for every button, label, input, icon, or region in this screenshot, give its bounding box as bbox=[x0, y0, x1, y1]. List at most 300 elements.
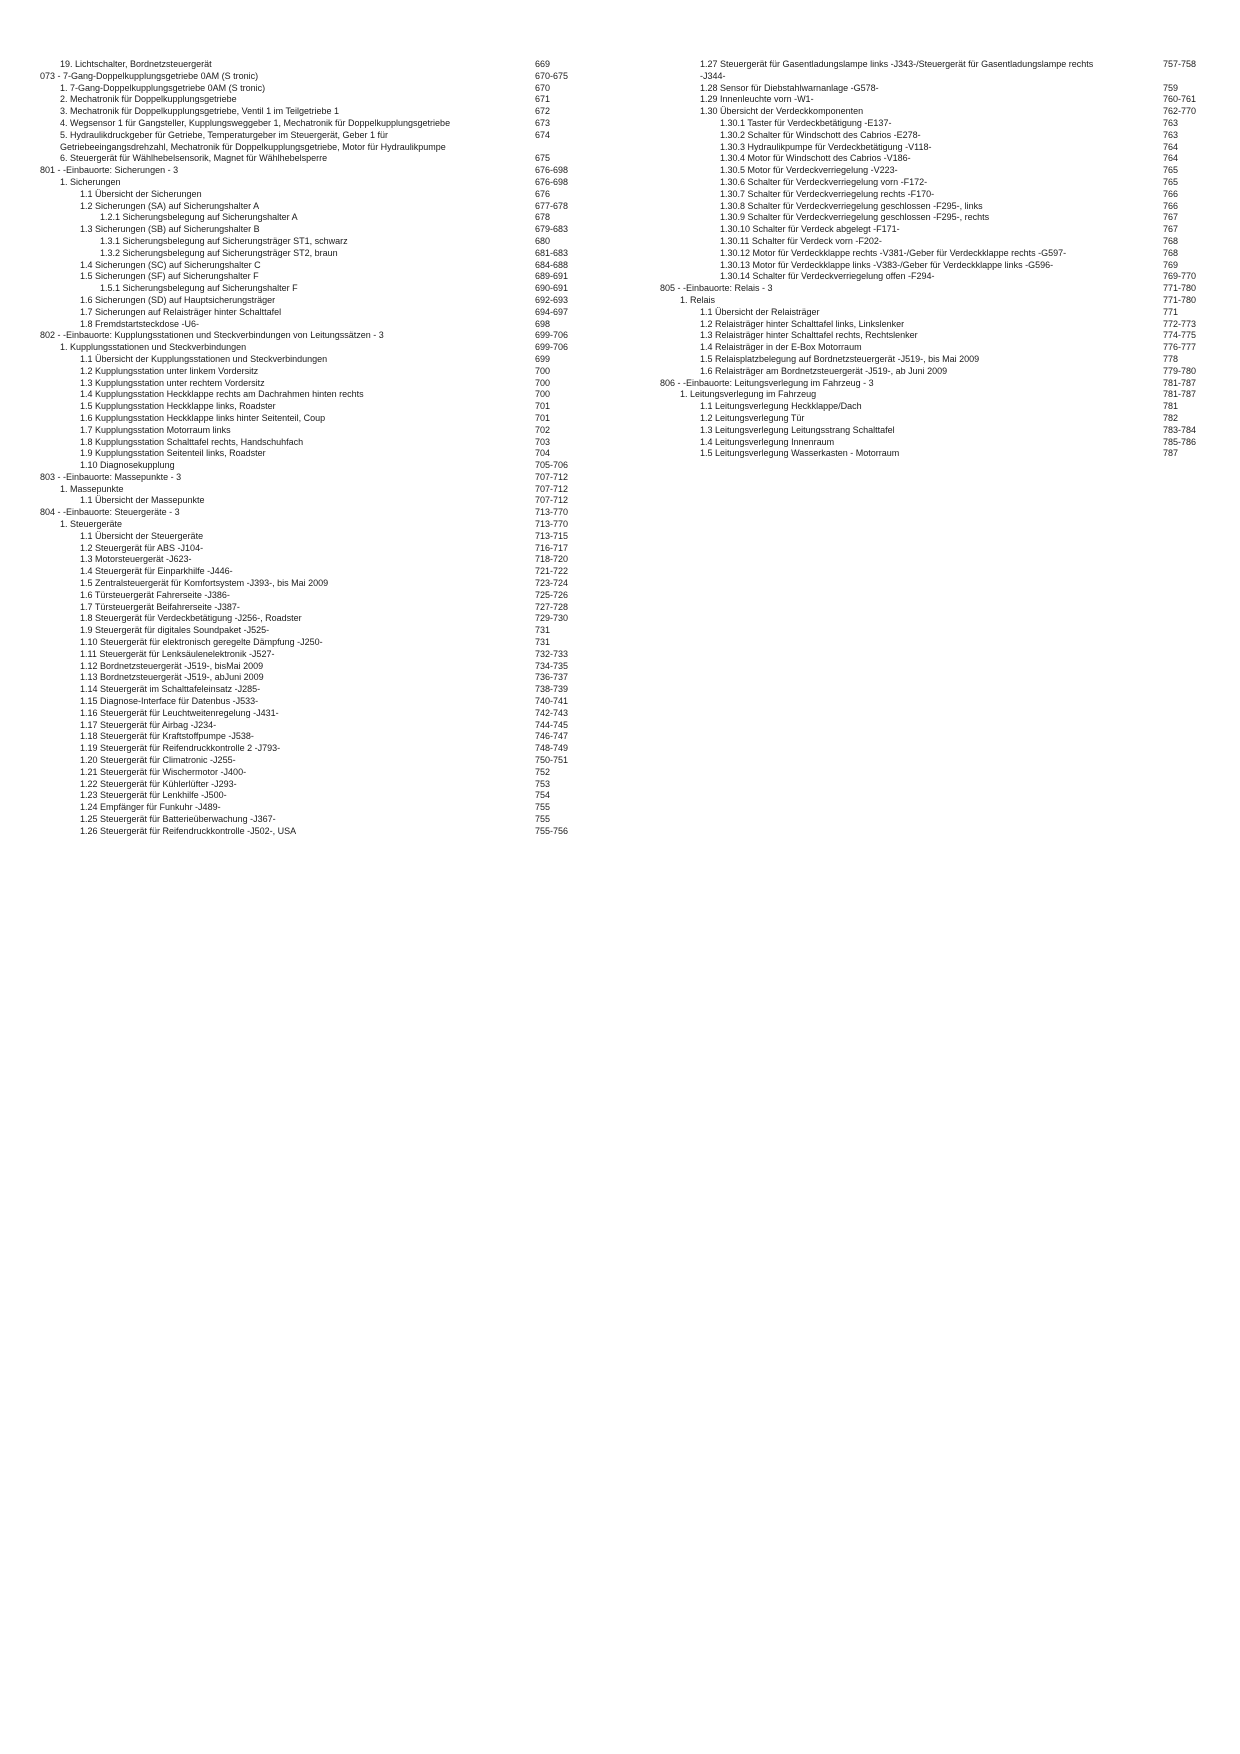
toc-entry-title: 4. Wegsensor 1 für Gangsteller, Kupplungsweggeber 1, Mechatronik für Doppelkupplungsgetriebe bbox=[60, 117, 451, 128]
toc-entry-pages: 764 bbox=[1163, 153, 1179, 164]
toc-entry-pages: 713-715 bbox=[535, 530, 569, 541]
toc-entry-title: 1.9 Steuergerät für digitales Soundpaket -J525- bbox=[80, 625, 270, 636]
toc-entry-title: 1.15 Diagnose-Interface für Datenbus -J533- bbox=[80, 696, 259, 707]
toc-entry-title: 1.2 Sicherungen (SA) auf Sicherungshalter A bbox=[80, 200, 260, 211]
toc-entry-title: 1.5 Kupplungsstation Heckklappe links, Roadster bbox=[80, 401, 276, 412]
toc-entry-title: 1.30.6 Schalter für Verdeckverriegelung vorn -F172- bbox=[720, 176, 928, 187]
toc-entry-pages: 701 bbox=[535, 412, 551, 423]
toc-entry-title: 1.8 Fremdstartsteckdose -U6- bbox=[80, 318, 200, 329]
toc-entry bbox=[40, 260, 580, 272]
toc-entry-title: 1.30.10 Schalter für Verdeck abgelegt -F171- bbox=[720, 224, 900, 235]
toc-entry-title: 1.4 Kupplungsstation Heckklappe rechts am Dachrahmen hinten rechts bbox=[80, 389, 364, 400]
toc-entry-pages: 746-747 bbox=[535, 731, 569, 742]
toc-entry-title: 3. Mechatronik für Doppelkupplungsgetriebe, Ventil 1 im Teilgetriebe 1 bbox=[60, 106, 339, 117]
toc-entry-title: 1.2 Relaisträger hinter Schalttafel links, Linkslenker bbox=[700, 318, 905, 329]
toc-entry-pages: 679-683 bbox=[535, 224, 569, 235]
toc-entry bbox=[40, 731, 580, 743]
toc-entry bbox=[40, 661, 580, 673]
toc-entry bbox=[40, 790, 580, 802]
toc-entry bbox=[660, 342, 1220, 354]
toc-entry-pages: 765 bbox=[1163, 165, 1179, 176]
toc-entry-title: 1.17 Steuergerät für Airbag -J234- bbox=[80, 719, 217, 730]
toc-entry bbox=[40, 802, 580, 814]
toc-entry-title: 1.1 Leitungsverlegung Heckklappe/Dach bbox=[700, 401, 862, 412]
toc-entry bbox=[40, 342, 580, 354]
toc-entry bbox=[660, 295, 1220, 307]
toc-entry-title: 1.3 Sicherungen (SB) auf Sicherungshalter B bbox=[80, 224, 260, 235]
toc-entry bbox=[40, 271, 580, 283]
toc-entry bbox=[40, 94, 580, 106]
toc-entry bbox=[40, 130, 580, 142]
toc-entry-pages: 736-737 bbox=[535, 672, 569, 683]
toc-entry-pages: 782 bbox=[1163, 412, 1179, 423]
toc-entry-pages: 732-733 bbox=[535, 648, 569, 659]
toc-entry bbox=[40, 401, 580, 413]
toc-entry-title: 1.2 Kupplungsstation unter linkem Vordersitz bbox=[80, 365, 259, 376]
toc-entry-title: 1.8 Steuergerät für Verdeckbetätigung -J256-, Roadster bbox=[80, 613, 302, 624]
toc-entry-title: 1.24 Empfänger für Funkuhr -J489- bbox=[80, 802, 221, 813]
toc-entry-pages: 787 bbox=[1163, 448, 1179, 459]
toc-entry bbox=[40, 153, 580, 165]
toc-entry-title: 1. Sicherungen bbox=[60, 176, 121, 187]
toc-entry-title: 801 - -Einbauorte: Sicherungen - 3 bbox=[40, 165, 179, 176]
toc-entry bbox=[40, 566, 580, 578]
toc-entry bbox=[40, 366, 580, 378]
toc-entry-title: 1.1 Übersicht der Relaisträger bbox=[700, 306, 820, 317]
toc-entry-pages: 681-683 bbox=[535, 247, 569, 258]
toc-entry-pages: 701 bbox=[535, 401, 551, 412]
toc-entry-title: 1.4 Relaisträger in der E-Box Motorraum bbox=[700, 342, 862, 353]
toc-entry bbox=[660, 401, 1220, 413]
toc-entry bbox=[40, 413, 580, 425]
toc-entry bbox=[40, 189, 580, 201]
toc-entry-title: -J344- bbox=[700, 70, 726, 81]
toc-entry-pages: 676-698 bbox=[535, 176, 569, 187]
toc-entry-pages: 702 bbox=[535, 424, 551, 435]
toc-entry bbox=[660, 271, 1220, 283]
toc-entry-pages: 763 bbox=[1163, 117, 1179, 128]
toc-entry-pages: 768 bbox=[1163, 247, 1179, 258]
toc-entry-title: 1.2 Leitungsverlegung Tür bbox=[700, 412, 805, 423]
toc-entry-pages: 670 bbox=[535, 82, 551, 93]
toc-entry bbox=[40, 649, 580, 661]
toc-entry-pages: 674 bbox=[535, 129, 551, 140]
toc-entry bbox=[40, 177, 580, 189]
toc-entry bbox=[40, 684, 580, 696]
toc-entry-title: Getriebeeingangsdrehzahl, Mechatronik für Doppelkupplungsgetriebe, Motor für Hydraulikpumpe bbox=[60, 141, 446, 152]
toc-entry bbox=[40, 165, 580, 177]
toc-entry bbox=[40, 354, 580, 366]
toc-entry-pages: 755-756 bbox=[535, 825, 569, 836]
toc-entry-pages: 760-761 bbox=[1163, 94, 1197, 105]
toc-entry-title: 1.2 Steuergerät für ABS -J104- bbox=[80, 542, 204, 553]
toc-entry-title: 1. 7-Gang-Doppelkupplungsgetriebe 0AM (S tronic) bbox=[60, 82, 266, 93]
toc-entry bbox=[660, 83, 1220, 95]
toc-entry-pages: 699-706 bbox=[535, 330, 569, 341]
toc-entry-pages: 778 bbox=[1163, 353, 1179, 364]
toc-entry-pages: 716-717 bbox=[535, 542, 569, 553]
toc-entry-pages: 707-712 bbox=[535, 471, 569, 482]
toc-entry-pages: 738-739 bbox=[535, 684, 569, 695]
toc-entry-title: 1.16 Steuergerät für Leuchtweitenregelung -J431- bbox=[80, 707, 279, 718]
toc-entry-pages: 771-780 bbox=[1163, 294, 1197, 305]
toc-entry-pages: 698 bbox=[535, 318, 551, 329]
toc-entry-pages: 718-720 bbox=[535, 554, 569, 565]
toc-entry bbox=[40, 83, 580, 95]
toc-entry-pages: 754 bbox=[535, 790, 551, 801]
toc-entry-pages: 723-724 bbox=[535, 578, 569, 589]
toc-entry-pages: 675 bbox=[535, 153, 551, 164]
toc-entry-pages: 755 bbox=[535, 814, 551, 824]
toc-entry bbox=[40, 708, 580, 720]
toc-entry-pages: 772-773 bbox=[1163, 318, 1197, 329]
toc-entry-title: 1.28 Sensor für Diebstahlwarnanlage -G578- bbox=[700, 82, 879, 93]
toc-entry-title: 19. Lichtschalter, Bordnetzsteuergerät bbox=[60, 59, 212, 69]
toc-entry bbox=[660, 165, 1220, 177]
toc-entry-pages: 771 bbox=[1163, 306, 1179, 317]
toc-entry-title: 1.30.13 Motor für Verdeckklappe links -V383-/Geber für Verdeckklappe links -G596- bbox=[720, 259, 1054, 270]
toc-entry-title: 1.30.1 Taster für Verdeckbetätigung -E137- bbox=[720, 117, 892, 128]
toc-entry-title: 1.3 Relaisträger hinter Schalttafel rechts, Rechtslenker bbox=[700, 330, 918, 341]
toc-entry bbox=[40, 519, 580, 531]
toc-entry-title: 1.7 Türsteuergerät Beifahrerseite -J387- bbox=[80, 601, 240, 612]
toc-entry-pages: 672 bbox=[535, 106, 551, 117]
toc-entry bbox=[40, 543, 580, 555]
toc-entry-pages: 700 bbox=[535, 365, 551, 376]
toc-entry bbox=[660, 283, 1220, 295]
toc-entry-title: 1.29 Innenleuchte vorn -W1- bbox=[700, 94, 814, 105]
toc-entry bbox=[660, 330, 1220, 342]
toc-entry-title: 1. Relais bbox=[680, 294, 716, 305]
toc-entry-title: 1.7 Kupplungsstation Motorraum links bbox=[80, 424, 231, 435]
toc-entry-pages: 767 bbox=[1163, 212, 1179, 223]
toc-entry-title: 1.1 Übersicht der Kupplungsstationen und Steckverbindungen bbox=[80, 353, 328, 364]
toc-entry bbox=[660, 366, 1220, 378]
toc-entry-pages: 785-786 bbox=[1163, 436, 1197, 447]
toc-entry bbox=[40, 378, 580, 390]
toc-entry bbox=[40, 720, 580, 732]
toc-entry-pages: 713-770 bbox=[535, 519, 569, 530]
toc-entry bbox=[40, 118, 580, 130]
toc-entry-pages: 673 bbox=[535, 117, 551, 128]
toc-entry-pages: 750-751 bbox=[535, 755, 569, 766]
toc-entry-pages: 678 bbox=[535, 212, 551, 223]
toc-entry bbox=[40, 389, 580, 401]
toc-entry-pages: 767 bbox=[1163, 224, 1179, 235]
toc-entry-title: 806 - -Einbauorte: Leitungsverlegung im Fahrzeug - 3 bbox=[660, 377, 874, 388]
toc-entry-pages: 753 bbox=[535, 778, 551, 789]
toc-entry-pages: 729-730 bbox=[535, 613, 569, 624]
toc-entry-title: 1.3 Kupplungsstation unter rechtem Vordersitz bbox=[80, 377, 265, 388]
toc-entry bbox=[40, 319, 580, 331]
toc-entry-title: 1.4 Leitungsverlegung Innenraum bbox=[700, 436, 835, 447]
toc-entry bbox=[40, 224, 580, 236]
toc-entry-title: 1.7 Sicherungen auf Relaisträger hinter Schalttafel bbox=[80, 306, 282, 317]
toc-entry-title: 1.13 Bordnetzsteuergerät -J519-, abJuni 2009 bbox=[80, 672, 264, 683]
toc-entry-title: 1.30.8 Schalter für Verdeckverriegelung geschlossen -F295-, links bbox=[720, 200, 983, 211]
toc-entry-pages: 689-691 bbox=[535, 271, 569, 282]
toc-entry-pages: 669 bbox=[535, 59, 551, 69]
toc-entry-title: 804 - -Einbauorte: Steuergeräte - 3 bbox=[40, 507, 180, 518]
toc-entry-title: 1.3 Motorsteuergerät -J623- bbox=[80, 554, 192, 565]
toc-entry-pages: 783-784 bbox=[1163, 424, 1197, 435]
toc-entry-title: 802 - -Einbauorte: Kupplungsstationen und Steckverbindungen von Leitungssätzen - 3 bbox=[40, 330, 384, 341]
toc-entry-title: 1.26 Steuergerät für Reifendruckkontrolle -J502-, USA bbox=[80, 825, 297, 836]
toc-entry bbox=[40, 248, 580, 260]
toc-entry bbox=[660, 389, 1220, 401]
toc-entry bbox=[660, 437, 1220, 449]
toc-entry bbox=[40, 71, 580, 83]
toc-entry-title: 1.10 Steuergerät für elektronisch geregelte Dämpfung -J250- bbox=[80, 637, 323, 648]
toc-entry-pages: 759 bbox=[1163, 82, 1179, 93]
toc-entry bbox=[40, 295, 580, 307]
toc-entry-title: 1.18 Steuergerät für Kraftstoffpumpe -J538- bbox=[80, 731, 254, 742]
toc-entry-title: 1.30.5 Motor für Verdeckverriegelung -V223- bbox=[720, 165, 898, 176]
toc-entry bbox=[40, 472, 580, 484]
toc-entry-title: 1.6 Sicherungen (SD) auf Hauptsicherungsträger bbox=[80, 294, 276, 305]
toc-entry-title: 1.4 Sicherungen (SC) auf Sicherungshalter C bbox=[80, 259, 261, 270]
toc-entry-pages: 703 bbox=[535, 436, 551, 447]
toc-entry-title: 803 - -Einbauorte: Massepunkte - 3 bbox=[40, 471, 182, 482]
toc-entry-title: 1.30.4 Motor für Windschott des Cabrios -V186- bbox=[720, 153, 911, 164]
toc-entry-pages: 684-688 bbox=[535, 259, 569, 270]
toc-entry-pages: 731 bbox=[535, 637, 551, 648]
toc-entry bbox=[40, 142, 580, 154]
toc-entry-pages: 781-787 bbox=[1163, 389, 1197, 400]
toc-entry-pages: 752 bbox=[535, 766, 551, 777]
toc-entry-pages: 713-770 bbox=[535, 507, 569, 518]
toc-entry-title: 1.5 Zentralsteuergerät für Komfortsystem -J393-, bis Mai 2009 bbox=[80, 578, 329, 589]
toc-entry-pages: 705-706 bbox=[535, 460, 569, 471]
toc-entry bbox=[40, 484, 580, 496]
toc-entry bbox=[660, 448, 1220, 460]
toc-entry-title: 1.5.1 Sicherungsbelegung auf Sicherungshalter F bbox=[100, 283, 298, 294]
toc-entry-pages: 769-770 bbox=[1163, 271, 1197, 282]
toc-entry-title: 1.5 Sicherungen (SF) auf Sicherungshalter F bbox=[80, 271, 259, 282]
toc-entry bbox=[660, 212, 1220, 224]
toc-entry-pages: 680 bbox=[535, 235, 551, 246]
toc-entry-title: 1.19 Steuergerät für Reifendruckkontrolle 2 -J793- bbox=[80, 743, 281, 754]
toc-entry bbox=[660, 224, 1220, 236]
toc-entry-pages: 734-735 bbox=[535, 660, 569, 671]
toc-entry-pages: 742-743 bbox=[535, 707, 569, 718]
toc-entry-title: 1.30.2 Schalter für Windschott des Cabrios -E278- bbox=[720, 129, 921, 140]
toc-entry-pages: 690-691 bbox=[535, 283, 569, 294]
toc-entry-pages: 768 bbox=[1163, 235, 1179, 246]
toc-entry-pages: 762-770 bbox=[1163, 106, 1197, 117]
toc-entry-pages: 727-728 bbox=[535, 601, 569, 612]
toc-entry-title: 1. Leitungsverlegung im Fahrzeug bbox=[680, 389, 817, 400]
toc-entry bbox=[40, 330, 580, 342]
toc-entry bbox=[660, 71, 1220, 83]
toc-entry-title: 2. Mechatronik für Doppelkupplungsgetriebe bbox=[60, 94, 237, 105]
toc-entry-pages: 676-698 bbox=[535, 165, 569, 176]
toc-entry bbox=[40, 106, 580, 118]
toc-entry-title: 073 - 7-Gang-Doppelkupplungsgetriebe 0AM (S tronic) bbox=[40, 70, 259, 81]
toc-entry bbox=[40, 637, 580, 649]
toc-entry bbox=[660, 118, 1220, 130]
toc-entry-pages: 774-775 bbox=[1163, 330, 1197, 341]
toc-entry bbox=[660, 378, 1220, 390]
toc-entry bbox=[40, 531, 580, 543]
toc-entry bbox=[40, 59, 580, 71]
toc-entry-pages: 764 bbox=[1163, 141, 1179, 152]
toc-entry bbox=[660, 177, 1220, 189]
toc-entry bbox=[40, 578, 580, 590]
toc-entry-title: 1.5 Relaisplatzbelegung auf Bordnetzsteuergerät -J519-, bis Mai 2009 bbox=[700, 353, 980, 364]
toc-entry-pages: 704 bbox=[535, 448, 551, 459]
toc-entry-title: 1.5 Leitungsverlegung Wasserkasten - Motorraum bbox=[700, 448, 900, 459]
toc-entry-pages: 676 bbox=[535, 188, 551, 199]
toc-entry-pages: 725-726 bbox=[535, 589, 569, 600]
toc-entry-title: 1.27 Steuergerät für Gasentladungslampe links -J343-/Steuergerät für Gasentladungslampe rechts bbox=[700, 59, 1094, 69]
toc-entry-pages: 757-758 bbox=[1163, 59, 1197, 69]
toc-entry bbox=[40, 602, 580, 614]
toc-entry bbox=[40, 672, 580, 684]
toc-entry-title: 1.3.1 Sicherungsbelegung auf Sicherungsträger ST1, schwarz bbox=[100, 235, 348, 246]
toc-entry bbox=[660, 260, 1220, 272]
toc-entry-pages: 776-777 bbox=[1163, 342, 1197, 353]
toc-entry-title: 1.30.7 Schalter für Verdeckverriegelung rechts -F170- bbox=[720, 188, 935, 199]
toc-entry bbox=[660, 142, 1220, 154]
toc-entry bbox=[660, 106, 1220, 118]
toc-entry-pages: 700 bbox=[535, 377, 551, 388]
toc-entry bbox=[40, 767, 580, 779]
toc-entry-title: 1.12 Bordnetzsteuergerät -J519-, bisMai 2009 bbox=[80, 660, 264, 671]
toc-entry-pages: 765 bbox=[1163, 176, 1179, 187]
toc-entry bbox=[40, 437, 580, 449]
toc-entry-pages: 731 bbox=[535, 625, 551, 636]
toc-entry-title: 1.30.3 Hydraulikpumpe für Verdeckbetätigung -V118- bbox=[720, 141, 932, 152]
toc-entry-title: 1.2.1 Sicherungsbelegung auf Sicherungshalter A bbox=[100, 212, 298, 223]
toc-entry-title: 1.30.11 Schalter für Verdeck vorn -F202- bbox=[720, 235, 882, 246]
toc-entry-title: 1. Kupplungsstationen und Steckverbindungen bbox=[60, 342, 247, 353]
toc-entry bbox=[660, 413, 1220, 425]
toc-entry-title: 1. Massepunkte bbox=[60, 483, 124, 494]
toc-entry bbox=[660, 59, 1220, 71]
toc-entry-pages: 755 bbox=[535, 802, 551, 813]
toc-entry bbox=[660, 354, 1220, 366]
toc-entry bbox=[660, 94, 1220, 106]
toc-entry-title: 1.1 Übersicht der Massepunkte bbox=[80, 495, 205, 506]
toc-entry-pages: 766 bbox=[1163, 200, 1179, 211]
toc-entry-title: 1.8 Kupplungsstation Schalttafel rechts, Handschuhfach bbox=[80, 436, 304, 447]
toc-entry-title: 1.30.14 Schalter für Verdeckverriegelung offen -F294- bbox=[720, 271, 935, 282]
toc-entry bbox=[660, 153, 1220, 165]
toc-entry bbox=[40, 448, 580, 460]
toc-column-left bbox=[40, 59, 580, 838]
toc-entry bbox=[40, 425, 580, 437]
toc-entry-title: 1.9 Kupplungsstation Seitenteil links, Roadster bbox=[80, 448, 266, 459]
toc-entry-pages: 699-706 bbox=[535, 342, 569, 353]
toc-entry-title: 1.6 Türsteuergerät Fahrerseite -J386- bbox=[80, 589, 230, 600]
toc-entry bbox=[40, 625, 580, 637]
toc-entry-title: 1.30.12 Motor für Verdeckklappe rechts -V381-/Geber für Verdeckklappe rechts -G597- bbox=[720, 247, 1067, 258]
toc-entry-pages: 781-787 bbox=[1163, 377, 1197, 388]
toc-entry bbox=[40, 201, 580, 213]
toc-entry bbox=[40, 307, 580, 319]
toc-entry-pages: 766 bbox=[1163, 188, 1179, 199]
toc-entry-pages: 748-749 bbox=[535, 743, 569, 754]
toc-entry-pages: 692-693 bbox=[535, 294, 569, 305]
toc-entry bbox=[660, 307, 1220, 319]
toc-entry bbox=[660, 425, 1220, 437]
toc-entry-title: 6. Steuergerät für Wählhebelsensorik, Magnet für Wählhebelsperre bbox=[60, 153, 328, 164]
toc-entry bbox=[40, 283, 580, 295]
toc-entry-title: 1.14 Steuergerät im Schalttafeleinsatz -J285- bbox=[80, 684, 261, 695]
toc-entry-title: 1.22 Steuergerät für Kühlerlüfter -J293- bbox=[80, 778, 237, 789]
toc-entry bbox=[40, 613, 580, 625]
toc-entry-pages: 699 bbox=[535, 353, 551, 364]
toc-entry-title: 1.30.9 Schalter für Verdeckverriegelung geschlossen -F295-, rechts bbox=[720, 212, 990, 223]
toc-entry-pages: 763 bbox=[1163, 129, 1179, 140]
toc-entry-pages: 740-741 bbox=[535, 696, 569, 707]
toc-entry-pages: 677-678 bbox=[535, 200, 569, 211]
toc-entry-pages: 700 bbox=[535, 389, 551, 400]
toc-entry-title: 1.4 Steuergerät für Einparkhilfe -J446- bbox=[80, 566, 233, 577]
toc-entry-pages: 771-780 bbox=[1163, 283, 1197, 294]
toc-entry-title: 1.6 Relaisträger am Bordnetzsteuergerät -J519-, ab Juni 2009 bbox=[700, 365, 948, 376]
toc-entry-title: 1.3 Leitungsverlegung Leitungsstrang Schalttafel bbox=[700, 424, 895, 435]
toc-entry-title: 1.23 Steuergerät für Lenkhilfe -J500- bbox=[80, 790, 227, 801]
toc-entry bbox=[660, 201, 1220, 213]
toc-entry bbox=[40, 460, 580, 472]
toc-entry-pages: 671 bbox=[535, 94, 551, 105]
toc-entry bbox=[40, 814, 580, 826]
toc-entry bbox=[40, 507, 580, 519]
toc-entry-title: 1.1 Übersicht der Steuergeräte bbox=[80, 530, 204, 541]
toc-entry bbox=[660, 236, 1220, 248]
toc-entry bbox=[40, 779, 580, 791]
toc-entry-title: 1.21 Steuergerät für Wischermotor -J400- bbox=[80, 766, 247, 777]
toc-entry bbox=[660, 319, 1220, 331]
toc-entry-pages: 707-712 bbox=[535, 483, 569, 494]
toc-entry-title: 1.25 Steuergerät für Batterieüberwachung -J367- bbox=[80, 814, 276, 824]
toc-entry-title: 805 - -Einbauorte: Relais - 3 bbox=[660, 283, 773, 294]
toc-entry-title: 1.3.2 Sicherungsbelegung auf Sicherungsträger ST2, braun bbox=[100, 247, 338, 258]
toc-entry-title: 1.11 Steuergerät für Lenksäulenelektronik -J527- bbox=[80, 648, 275, 659]
toc-column-right bbox=[660, 59, 1220, 460]
toc-entry-title: 1. Steuergeräte bbox=[60, 519, 123, 530]
toc-entry bbox=[660, 130, 1220, 142]
toc-entry bbox=[40, 495, 580, 507]
toc-entry bbox=[40, 590, 580, 602]
toc-entry-pages: 781 bbox=[1163, 401, 1179, 412]
toc-entry bbox=[40, 212, 580, 224]
toc-entry bbox=[40, 743, 580, 755]
toc-entry-pages: 769 bbox=[1163, 259, 1179, 270]
toc-entry-pages: 779-780 bbox=[1163, 365, 1197, 376]
toc-entry-title: 1.1 Übersicht der Sicherungen bbox=[80, 188, 202, 199]
toc-entry bbox=[40, 554, 580, 566]
toc-entry bbox=[40, 755, 580, 767]
toc-entry-title: 1.6 Kupplungsstation Heckklappe links hinter Seitenteil, Coup bbox=[80, 412, 326, 423]
toc-entry-pages: 694-697 bbox=[535, 306, 569, 317]
toc-entry-title: 1.10 Diagnosekupplung bbox=[80, 460, 175, 471]
toc-entry bbox=[40, 236, 580, 248]
toc-entry-pages: 744-745 bbox=[535, 719, 569, 730]
toc-entry-title: 5. Hydraulikdruckgeber für Getriebe, Temperaturgeber im Steuergerät, Geber 1 für bbox=[60, 129, 388, 140]
toc-entry bbox=[660, 189, 1220, 201]
toc-entry-title: 1.20 Steuergerät für Climatronic -J255- bbox=[80, 755, 236, 766]
toc-entry-pages: 707-712 bbox=[535, 495, 569, 506]
toc-entry-pages: 721-722 bbox=[535, 566, 569, 577]
toc-entry-title: 1.30 Übersicht der Verdeckkomponenten bbox=[700, 106, 864, 117]
toc-entry bbox=[40, 826, 580, 838]
toc-entry bbox=[40, 696, 580, 708]
toc-entry-pages: 670-675 bbox=[535, 70, 569, 81]
toc-entry bbox=[660, 248, 1220, 260]
